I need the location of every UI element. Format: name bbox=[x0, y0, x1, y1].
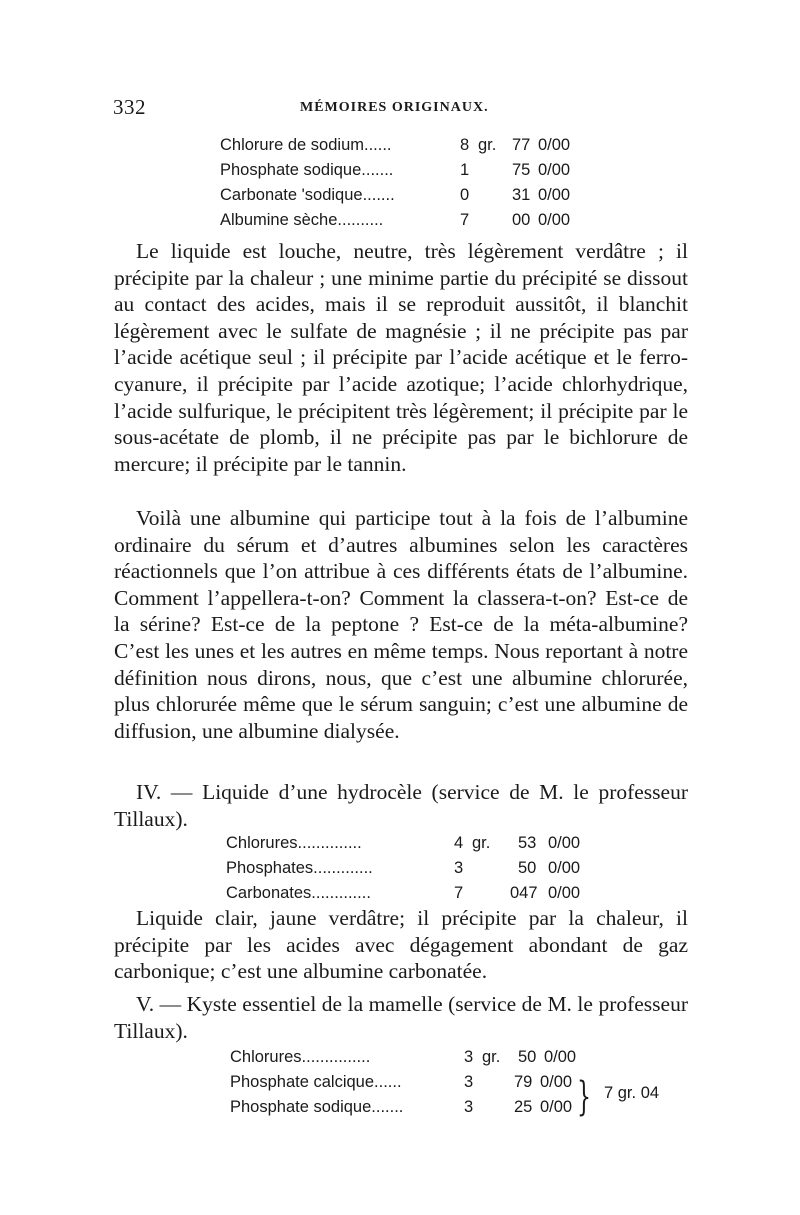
page-number: 332 bbox=[113, 95, 146, 119]
paragraph-liquide-clair: Liquide clair, jaune verdâtre; il précipite par la chaleur, il précipite par les acides avec dégagement abondant de gaz carbonique; c’est une albumine carbonatée. bbox=[114, 906, 688, 984]
phosphate-total: 7 gr. 04 bbox=[604, 1084, 660, 1102]
section-heading-hydrocele: IV. — Liquide d’une hydrocèle (service de M. le professeur Tillaux). bbox=[114, 780, 688, 831]
section-heading-kyste: V. — Kyste essentiel de la mamelle (service de M. le professeur Tillaux). bbox=[114, 992, 688, 1043]
paragraph-liquide-louche: Le liquide est louche, neutre, très légèrement verdâtre ; il précipite par la chaleur ; une minime partie du précipité se dissout au contact des acides, mais il se reproduit aussitôt, il blanchit légèrement avec le sulfate de magnésie ; il ne précipite pas par l’acide acétique seul ; il précipite par l’acide acétique et le ferro-cyanure, il précipite par l’acide azotique; l’acide chlorhydrique, l’acide sulfurique, le précipitent très légèrement; il précipite par le sous-acétate de plomb, il ne précipite pas par le bichlorure de mercure; il précipite par le tannin. bbox=[114, 239, 688, 476]
right-brace-icon: } bbox=[577, 1074, 591, 1120]
paragraph-albumine-serum: Voilà une albumine qui participe tout à la fois de l’albumine ordinaire du sérum et d’autres albumines selon les caractères réactionnels que l’on attribue à ces différents états de l’albumine. Comment l’appellera-t-on? Comment la classera-t-on? Est-ce de la sérine? Est-ce de la peptone ? Est-ce de la méta-albumine? C’est les unes et les autres en même temps. Nous reportant à notre définition nous dirons, nous, que c’est une albumine chlorurée, plus chlorurée même que le sérum sanguin; c’est une albumine de diffusion, une albumine dialysée. bbox=[114, 506, 688, 743]
running-head: MÉMOIRES ORIGINAUX. bbox=[300, 100, 489, 115]
